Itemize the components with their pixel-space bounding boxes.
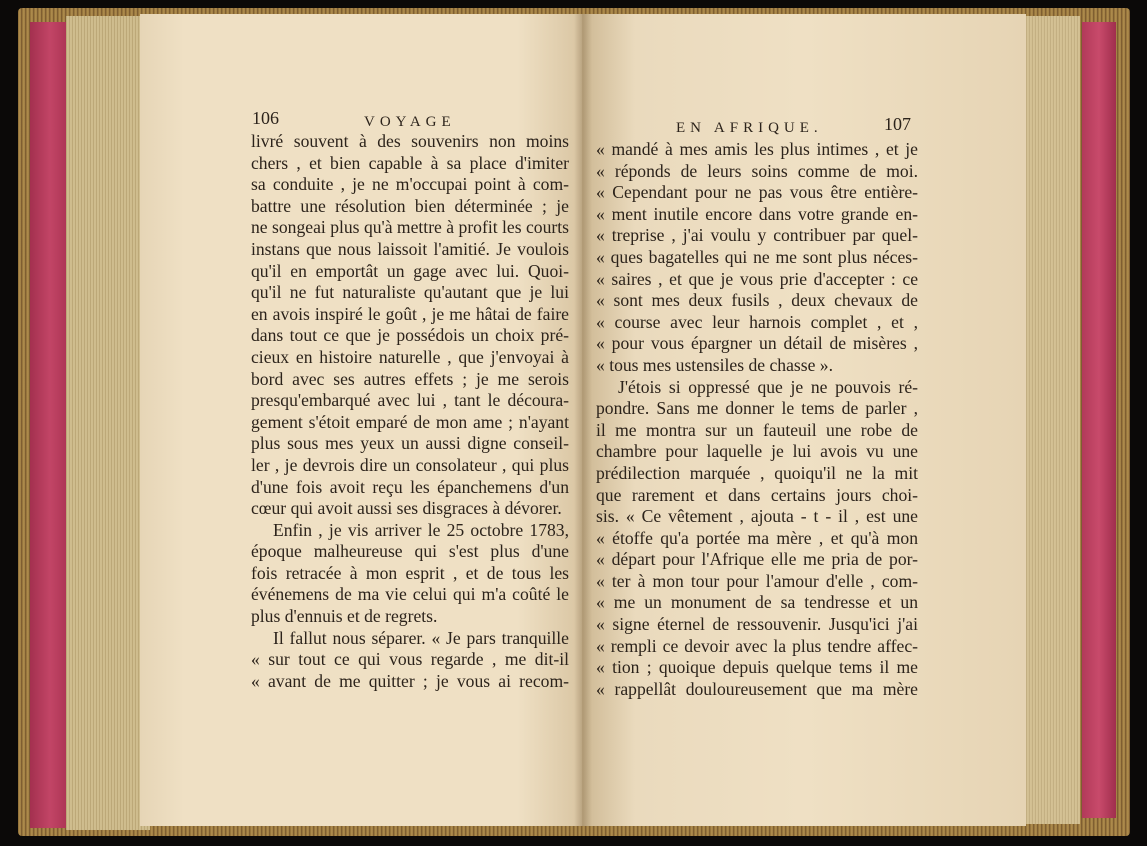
text-line: « sur tout ce qui vous regarde , me dit-il <box>251 649 569 670</box>
right-cover-cloth <box>1082 22 1116 818</box>
text-line: « pour vous épargner un détail de misères , <box>596 333 918 354</box>
text-line: ne songeai plus qu'à mettre à profit les courts <box>251 217 569 238</box>
left-page-number: 106 <box>252 108 279 128</box>
text-line: « course avec leur harnois complet , et , <box>596 311 918 332</box>
text-line: « étoffe qu'a portée ma mère , et qu'à mon <box>596 527 918 548</box>
text-line: événemens de ma vie celui qui m'a coûté le <box>251 584 569 605</box>
text-line: fois retracée à mon esprit , et de tous les <box>251 562 569 583</box>
text-line: cœur qui avoit aussi ses disgraces à dévorer. <box>251 498 562 519</box>
right-page-number: 107 <box>884 114 911 134</box>
text-line: « ques bagatelles qui ne me sont plus néces- <box>596 246 918 267</box>
text-line: « Cependant pour ne pas vous être entière- <box>596 182 918 203</box>
text-line: battre une résolution bien déterminée ; je <box>251 195 569 216</box>
text-line: pondre. Sans me donner le tems de parler , <box>596 398 918 419</box>
text-line: J'étois si oppressé que je ne pouvois ré- <box>618 376 918 397</box>
left-running-head-text: VOYAGE <box>364 114 456 130</box>
text-line: sis. « Ce vêtement , ajouta - t - il , est une <box>596 506 918 527</box>
left-page-text <box>251 131 569 692</box>
text-line: d'une fois avoit reçu les épanchemens d'un <box>251 476 569 497</box>
text-line: dans tout ce que je possédois un choix pré- <box>251 325 569 346</box>
text-line: Il fallut nous séparer. « Je pars tranquille <box>273 627 569 648</box>
text-line: « saires , et que je vous prie d'accepter : ce <box>596 268 918 289</box>
left-page-edges <box>66 16 150 830</box>
text-line: prédilection marquée , quoiqu'il ne la mit <box>596 462 918 483</box>
text-line: qu'il en emportât un gage avec lui. Quoi- <box>251 260 569 281</box>
right-running-head <box>676 116 823 137</box>
text-line: « ter à mon tour pour l'amour d'elle , com- <box>596 570 918 591</box>
text-line: que rarement et dans certains jours choi- <box>596 484 918 505</box>
left-running-head <box>364 110 456 131</box>
text-line: plus sous mes yeux un aussi digne conseil- <box>251 433 569 454</box>
right-running-head-text: EN AFRIQUE. <box>676 120 823 136</box>
text-line: époque malheureuse qui s'est plus d'une <box>251 541 569 562</box>
text-line: « réponds de leurs soins comme de moi. <box>596 160 918 181</box>
text-line: « départ pour l'Afrique elle me pria de por- <box>596 549 918 570</box>
text-line: « tous mes ustensiles de chasse ». <box>596 354 833 375</box>
left-cover-cloth <box>30 22 70 828</box>
text-line: chers , et bien capable à sa place d'imiter <box>251 152 569 173</box>
text-line: « treprise , j'ai voulu y contribuer par quel- <box>596 225 918 246</box>
text-line: instans que nous laissoit l'amitié. Je voulois <box>251 238 569 259</box>
text-line: bord avec ses autres effets ; je me serois <box>251 368 569 389</box>
right-page-text <box>596 139 918 700</box>
text-line: chambre pour laquelle je lui avois vu une <box>596 441 918 462</box>
text-line: « sont mes deux fusils , deux chevaux de <box>596 290 918 311</box>
text-line: cieux en histoire naturelle , que j'envoyai à <box>251 346 569 367</box>
text-line: livré souvent à des souvenirs non moins <box>251 131 569 151</box>
text-line: « ment inutile encore dans votre grande en- <box>596 203 918 224</box>
text-line: « tion ; quoique depuis quelque tems il me <box>596 657 918 678</box>
text-line: qu'il ne fut naturaliste qu'autant que je lui <box>251 282 569 303</box>
text-line: Enfin , je vis arriver le 25 octobre 1783, <box>273 519 569 540</box>
text-line: « signe éternel de ressouvenir. Jusqu'ici j'ai <box>596 614 918 635</box>
text-line: « rempli ce devoir avec la plus tendre affec- <box>596 635 918 656</box>
text-line: presqu'embarqué avec lui , tant le découra- <box>251 390 569 411</box>
text-line: « me un monument de sa tendresse et un <box>596 592 918 613</box>
text-line: en avois inspiré le goût , je me hâtai de faire <box>251 303 569 324</box>
text-line: ler , je devrois dire un consolateur , qui plus <box>251 454 569 475</box>
book-gutter <box>574 14 592 826</box>
text-line: « avant de me quitter ; je vous ai recom- <box>251 670 569 691</box>
text-line: « rappellât douloureusement que ma mère <box>596 678 918 699</box>
text-line: gement s'étoit emparé de mon ame ; n'ayant <box>251 411 569 432</box>
text-line: « mandé à mes amis les plus intimes , et je <box>596 139 918 159</box>
text-line: sa conduite , je ne m'occupai point à com- <box>251 174 569 195</box>
text-line: plus d'ennuis et de regrets. <box>251 606 438 627</box>
text-line: il me montra sur un fauteuil une robe de <box>596 419 918 440</box>
right-page-edges <box>1020 16 1080 824</box>
